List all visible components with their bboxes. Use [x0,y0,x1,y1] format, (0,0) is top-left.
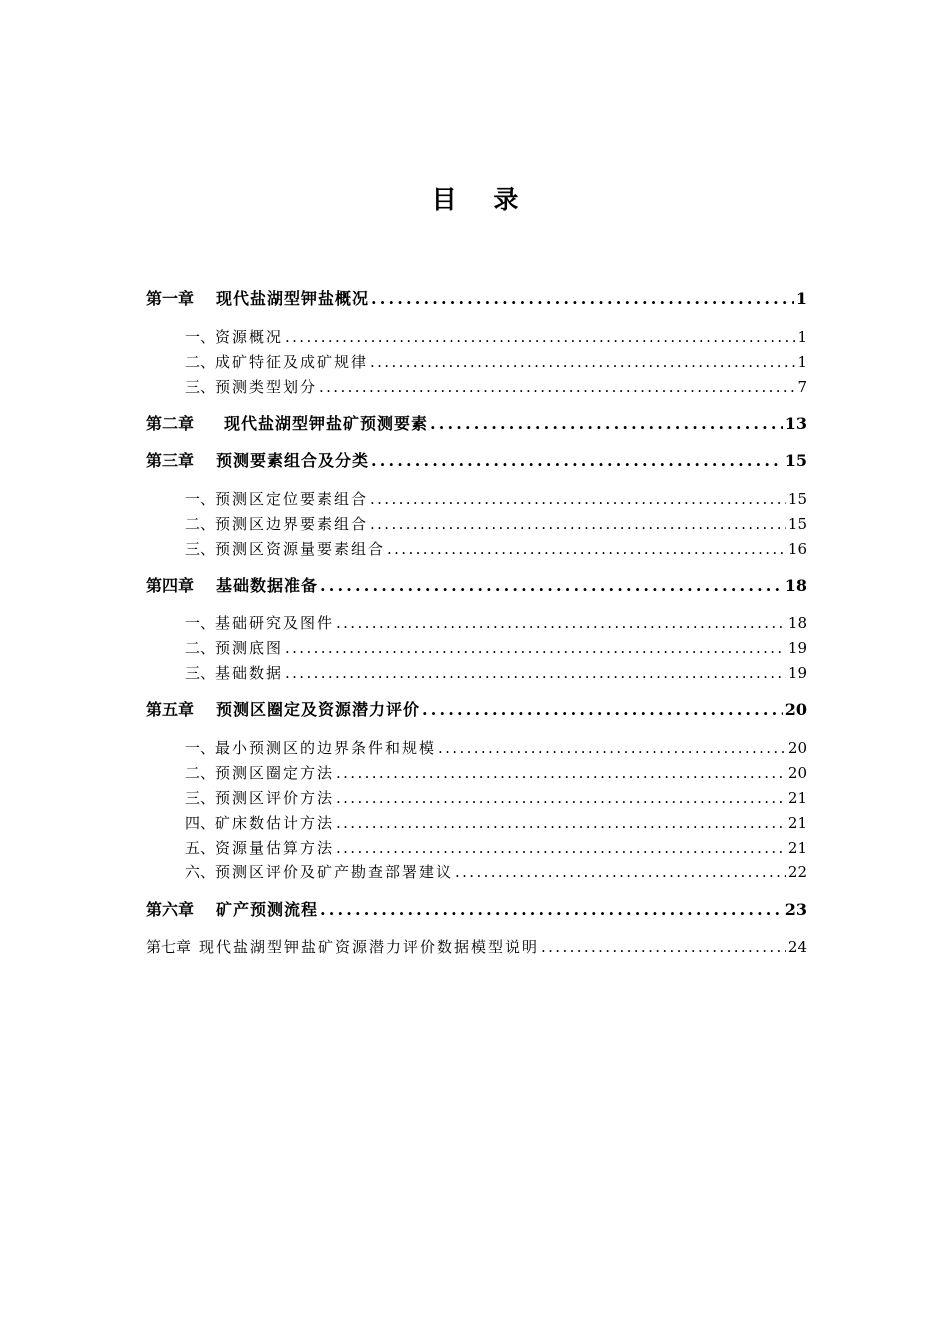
toc-dot-leader [438,737,786,759]
toc-chapter-title: 现代盐湖型钾盐概况 [216,289,370,308]
toc-chapter-title: 现代盐湖型钾盐矿预测要素 [224,414,429,433]
toc-dot-leader [371,450,783,472]
toc-section-number: 二、 [185,639,216,657]
toc-page-number: 13 [784,414,807,433]
toc-entry-section[interactable] [185,536,807,560]
toc-section-number: 三、 [185,664,216,682]
toc-dot-leader [336,612,786,634]
toc-section-title: 预测区评价及矿产勘查部署建议 [215,863,454,881]
toc-dot-leader [336,812,786,834]
toc-chapter-number: 第三章 [146,451,195,470]
toc-dot-leader [320,575,783,597]
toc-entry-section[interactable] [185,511,807,535]
toc-entry-chapter-7[interactable] [146,934,807,958]
toc-section-title: 预测区边界要素组合 [215,515,369,533]
toc-section-number: 一、 [185,328,216,346]
toc-section-number: 一、 [185,490,216,508]
toc-page-number: 20 [787,764,807,782]
toc-page-number: 21 [787,839,807,857]
toc-page-number: 16 [787,540,807,558]
toc-page-number: 7 [797,378,807,396]
toc-entry-section[interactable] [185,324,807,348]
toc-page-number: 1 [797,353,807,371]
toc-page-number: 15 [787,515,807,533]
toc-entry-chapter-3[interactable] [146,448,807,472]
toc-dot-leader [336,787,786,809]
toc-page-number: 24 [787,938,807,956]
toc-dot-leader [430,413,783,435]
toc-entry-section[interactable] [185,810,807,834]
toc-entry-section[interactable] [185,610,807,634]
toc-section-number: 二、 [185,515,216,533]
toc-page-number: 15 [787,490,807,508]
toc-dot-leader [371,288,794,310]
toc-dot-leader [336,762,786,784]
toc-chapter-number: 第四章 [146,576,195,595]
toc-entry-section[interactable] [185,486,807,510]
toc-page-number: 20 [787,739,807,757]
toc-entry-section[interactable] [185,374,807,398]
toc-entry-section[interactable] [185,660,807,684]
toc-section-number: 二、 [185,353,216,371]
toc-entry-section[interactable] [185,735,807,759]
toc-entry-section[interactable] [185,859,807,883]
toc-page-number: 19 [787,639,807,657]
toc-entry-section[interactable] [185,835,807,859]
toc-dot-leader [455,861,786,883]
toc-dot-leader [541,936,786,958]
toc-page-number: 23 [784,900,807,919]
toc-chapter-number: 第二章 [146,414,195,433]
toc-section-title: 资源概况 [215,328,284,346]
toc-entry-chapter-2[interactable] [146,411,807,435]
toc-entry-chapter-6[interactable] [146,897,807,921]
toc-section-number: 三、 [185,378,216,396]
toc-page-number: 15 [784,451,807,470]
toc-section-title: 预测区资源量要素组合 [215,540,386,558]
toc-section-number: 五、 [185,839,216,857]
toc-chapter-title: 预测区圈定及资源潜力评价 [216,700,421,719]
toc-chapter-number: 第六章 [146,900,195,919]
toc-section-number: 六、 [185,863,216,881]
toc-section-number: 三、 [185,540,216,558]
toc-section-number: 三、 [185,789,216,807]
toc-dot-leader [370,513,786,535]
toc-chapter-number: 第一章 [146,289,195,308]
toc-entry-section[interactable] [185,785,807,809]
toc-entry-chapter-4[interactable] [146,573,807,597]
toc-chapter-number: 第五章 [146,700,195,719]
toc-section-title: 矿床数估计方法 [215,814,335,832]
toc-page-number: 1 [797,328,807,346]
toc-page-number: 21 [787,789,807,807]
toc-section-title: 最小预测区的边界条件和规模 [215,739,437,757]
toc-section-title: 预测类型划分 [215,378,318,396]
toc-page-number: 18 [784,576,807,595]
toc-dot-leader [370,351,795,373]
toc-dot-leader [285,326,795,348]
toc-chapter-title: 基础数据准备 [216,576,319,595]
toc-section-title: 资源量估算方法 [215,839,335,857]
toc-chapter-title: 现代盐湖型钾盐矿资源潜力评价数据模型说明 [199,938,540,956]
toc-entry-section[interactable] [185,349,807,373]
toc-dot-leader [285,637,786,659]
toc-page-number: 19 [787,664,807,682]
toc-page-number: 22 [787,863,807,881]
toc-section-title: 基础研究及图件 [215,614,335,632]
toc-dot-leader [320,899,783,921]
toc-entry-chapter-5[interactable] [146,697,807,721]
toc-entry-chapter-1[interactable] [146,286,807,310]
toc-dot-leader [285,662,786,684]
toc-section-number: 一、 [185,739,216,757]
toc-dot-leader [387,538,786,560]
toc-entry-section[interactable] [185,760,807,784]
toc-dot-leader [422,699,783,721]
toc-section-number: 四、 [185,814,216,832]
toc-section-title: 预测区定位要素组合 [215,490,369,508]
toc-page-number: 21 [787,814,807,832]
toc-section-number: 二、 [185,764,216,782]
toc-dot-leader [319,376,795,398]
toc-section-title: 预测区评价方法 [215,789,335,807]
toc-chapter-title: 预测要素组合及分类 [216,451,370,470]
toc-section-title: 预测区圈定方法 [215,764,335,782]
toc-page-number: 1 [795,289,807,308]
toc-dot-leader [370,488,786,510]
toc-section-title: 成矿特征及成矿规律 [215,353,369,371]
toc-section-title: 预测底图 [215,639,284,657]
toc-page-number: 20 [784,700,807,719]
toc-entry-section[interactable] [185,635,807,659]
toc-page-number: 18 [787,614,807,632]
toc-dot-leader [336,837,786,859]
toc-section-title: 基础数据 [215,664,284,682]
page-title: 目 录 [431,185,533,214]
toc-section-number: 一、 [185,614,216,632]
toc-chapter-number: 第七章 [146,938,192,956]
toc-chapter-title: 矿产预测流程 [216,900,319,919]
